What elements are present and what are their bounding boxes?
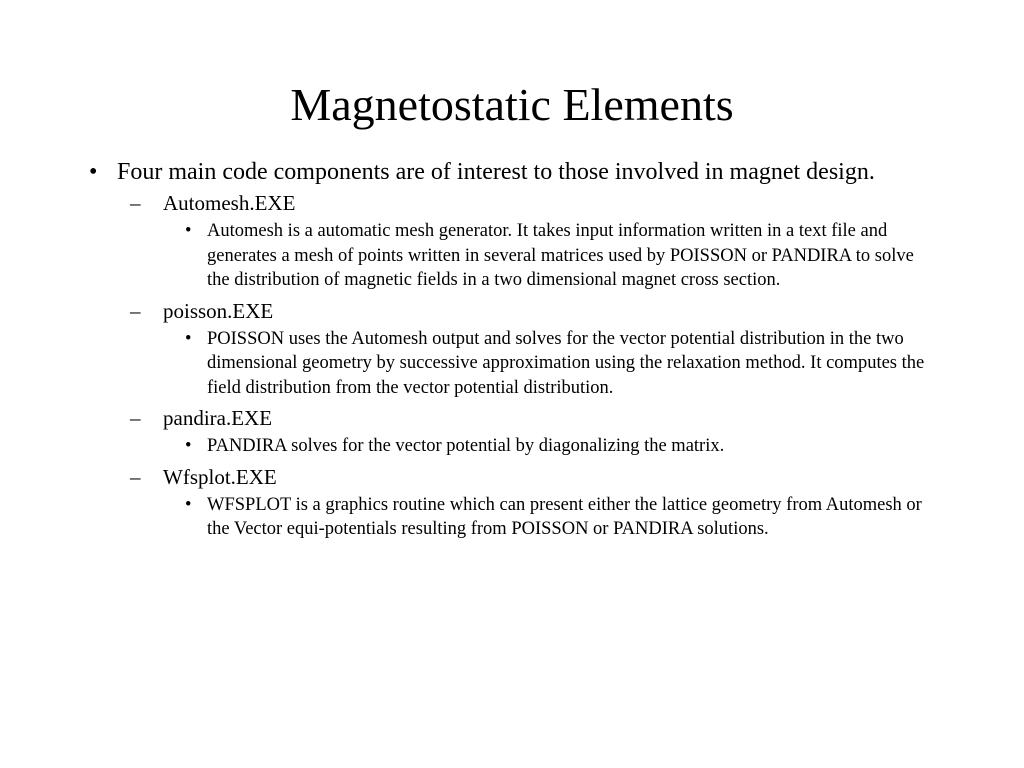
component-description-text: WFSPLOT is a graphics routine which can present either the lattice geometry from Automesh or the Vector equi-potentials resulting from POISSON or PANDIRA solutions. [207,494,922,539]
slide-title: Magnetostatic Elements [290,79,734,130]
bullet-icon: • [185,221,192,241]
slide-content [0,157,1024,542]
component-name: Wfsplot.EXE [163,464,277,489]
dash-icon: – [130,406,141,430]
component-item [0,405,923,432]
component-description-text: PANDIRA solves for the vector potential by diagonalizing the matrix. [207,436,725,456]
bullet-icon: • [185,436,192,456]
component-description-text: Automesh is a automatic mesh generator. It takes input information written in a text file and generates a mesh of points written in several matrices used by POISSON or PANDIRA to solve the distribution of magnetic fields in a two dimensional magnet cross section. [207,221,914,290]
dash-icon: – [130,464,141,489]
component-description [0,493,929,542]
component-item [0,298,923,325]
component-description-text: POISSON uses the Automesh output and solves for the vector potential distribution in the two dimensional geometry by successive approximation using the relaxation method. It computes the field distribution from the vector potential distribution. [207,328,925,398]
component-name: pandira.EXE [163,406,273,430]
component-item [0,464,923,491]
dash-icon: – [130,298,141,323]
component-description [0,327,929,401]
component-description [0,434,929,459]
component-name: poisson.EXE [163,298,274,323]
component-name: Automesh.EXE [163,191,296,215]
intro-text: Four main code components are of interest to those involved in magnet design. [117,159,875,185]
bullet-icon: • [185,328,192,349]
component-item [0,190,923,217]
bullet-icon: • [185,494,192,515]
intro-bullet [0,157,937,188]
dash-icon: – [130,191,141,215]
bullet-icon: • [89,159,98,185]
component-description [0,219,929,293]
